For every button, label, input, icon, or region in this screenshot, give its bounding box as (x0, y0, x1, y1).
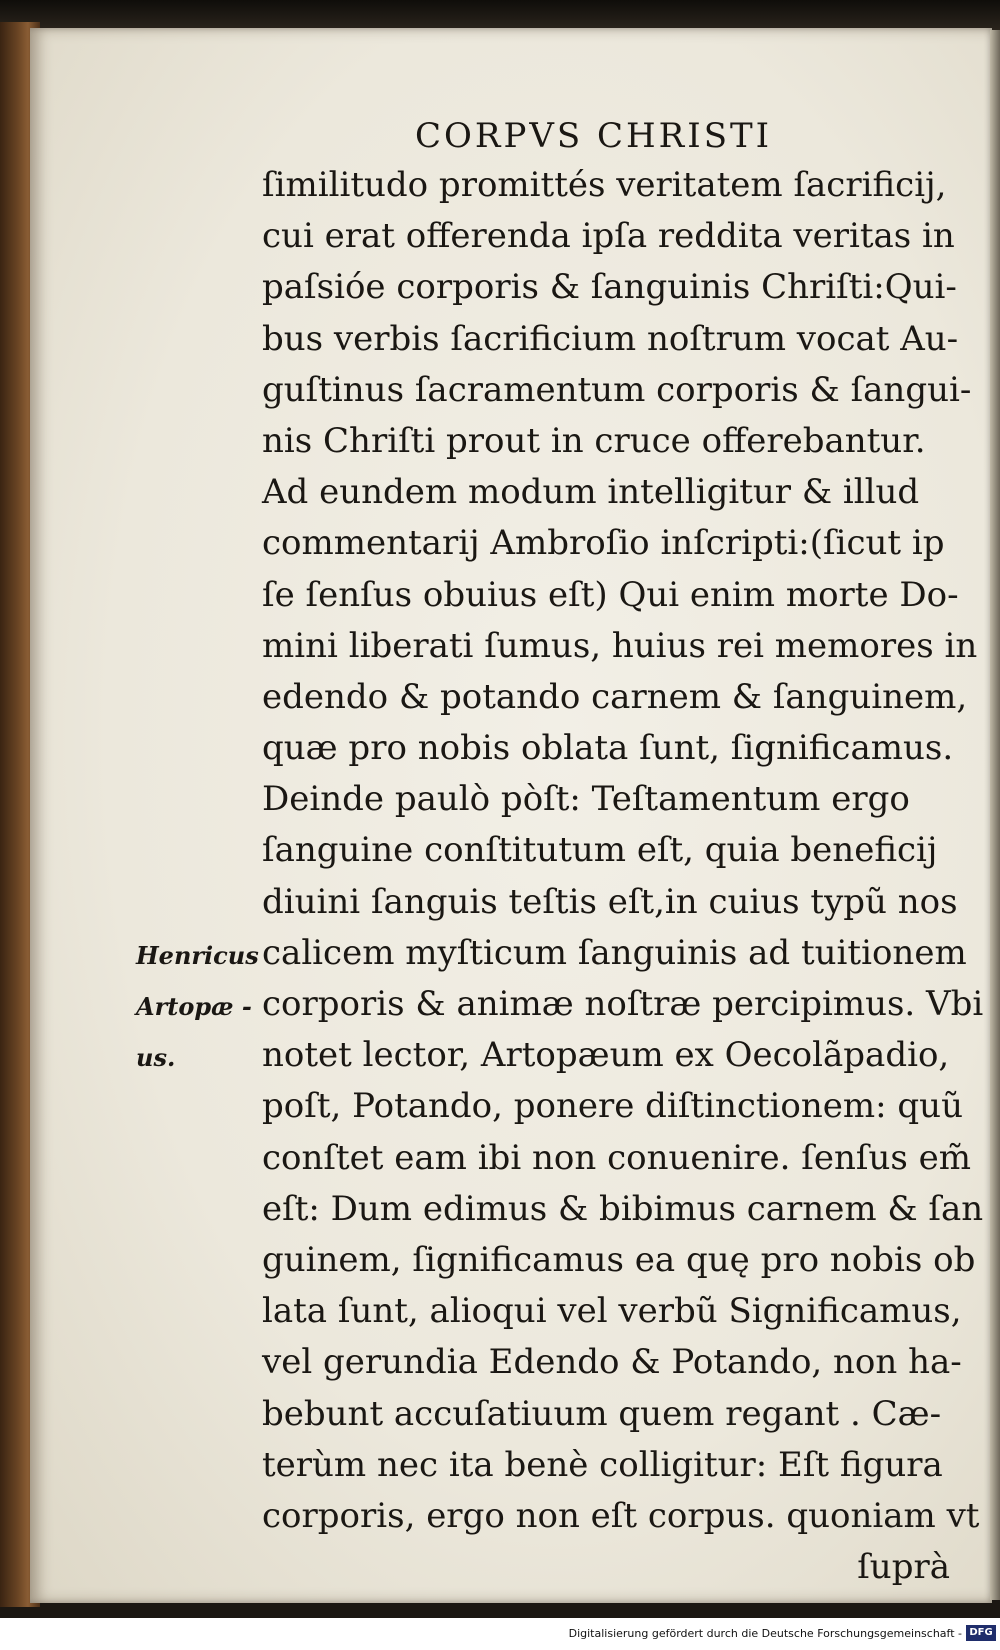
text-line: notet lector, Artopæum ex Oecolãpadio, (262, 1035, 950, 1076)
dfg-logo: DFG (966, 1625, 996, 1641)
text-line: poſt, Potando, ponere diſtinctionem: quũ (262, 1086, 963, 1127)
page-fore-edge (990, 30, 1000, 1600)
text-line: Ad eundem modum intelligitur & illud (262, 472, 920, 513)
digitization-footer (0, 1618, 1000, 1650)
text-line: paſsióe corporis & ſanguinis Chriſti:Qui- (262, 267, 957, 308)
text-line: ſimilitudo promittés veritatem ſacrificij, (262, 165, 947, 205)
text-line: diuini ſanguis teſtis eſt,in cuius typũ nos (262, 881, 958, 922)
scan-top-edge (0, 0, 1000, 30)
text-line: Deinde paulò pòſt: Teſtamentum ergo (262, 779, 910, 820)
text-line: bus verbis ſacrificium noſtrum vocat Au- (262, 318, 959, 359)
text-line: edendo & potando carnem & ſanguinem, (262, 676, 968, 717)
text-line: calicem myſticum ſanguinis ad tuitionem (262, 932, 967, 973)
text-line: commentarij Ambroſio inſcripti:(ſicut ip (262, 523, 945, 564)
text-line: ſe ſenſus obuius eſt) Qui enim morte Do- (262, 574, 959, 615)
text-line: mini liberati ſumus, huius rei memores in (262, 625, 978, 666)
text-line: bebunt accuſatiuum quem regant . Cæ- (262, 1393, 942, 1434)
text-line: corporis, ergo non eſt corpus. quoniam vt (262, 1495, 980, 1536)
text-line: conſtet eam ibi non conuenire. ſenſus em̃ (262, 1137, 971, 1178)
text-line: terùm nec ita benè colligitur: Eſt figura (262, 1444, 943, 1485)
margin-note-line: us. (136, 1043, 176, 1073)
text-line: eſt: Dum edimus & bibimus carnem & ſan (262, 1188, 984, 1229)
text-line: nis Chriſti prout in cruce offerebantur. (262, 420, 926, 461)
running-header: CORPVS CHRISTI (415, 116, 773, 156)
text-line: vel gerundia Edendo & Potando, non ha- (262, 1342, 962, 1383)
text-line: lata ſunt, alioqui vel verbũ Significamus, (262, 1291, 962, 1332)
text-line: quæ pro nobis oblata ſunt, ſignificamus. (262, 728, 954, 769)
main-text-block (262, 160, 984, 1593)
text-line: cui erat offerenda ipſa reddita veritas in (262, 216, 955, 257)
margin-note-line: Henricus (136, 941, 259, 970)
text-line: ſanguine conſtitutum eſt, quia beneficij (262, 830, 938, 871)
funding-notice: Digitalisierung gefördert durch die Deutsche Forschungsgemeinschaft - (568, 1627, 962, 1640)
text-line: guinem, ſignificamus ea quę pro nobis ob (262, 1239, 976, 1280)
catchword: ſuprà (857, 1547, 950, 1588)
text-line: guſtinus ſacramentum corporis & ſangui- (262, 369, 972, 410)
marginal-note (136, 930, 264, 1084)
text-line: corporis & animæ noſtræ percipimus. Vbi (262, 984, 984, 1024)
margin-note-line: Artopæ - (136, 992, 252, 1022)
